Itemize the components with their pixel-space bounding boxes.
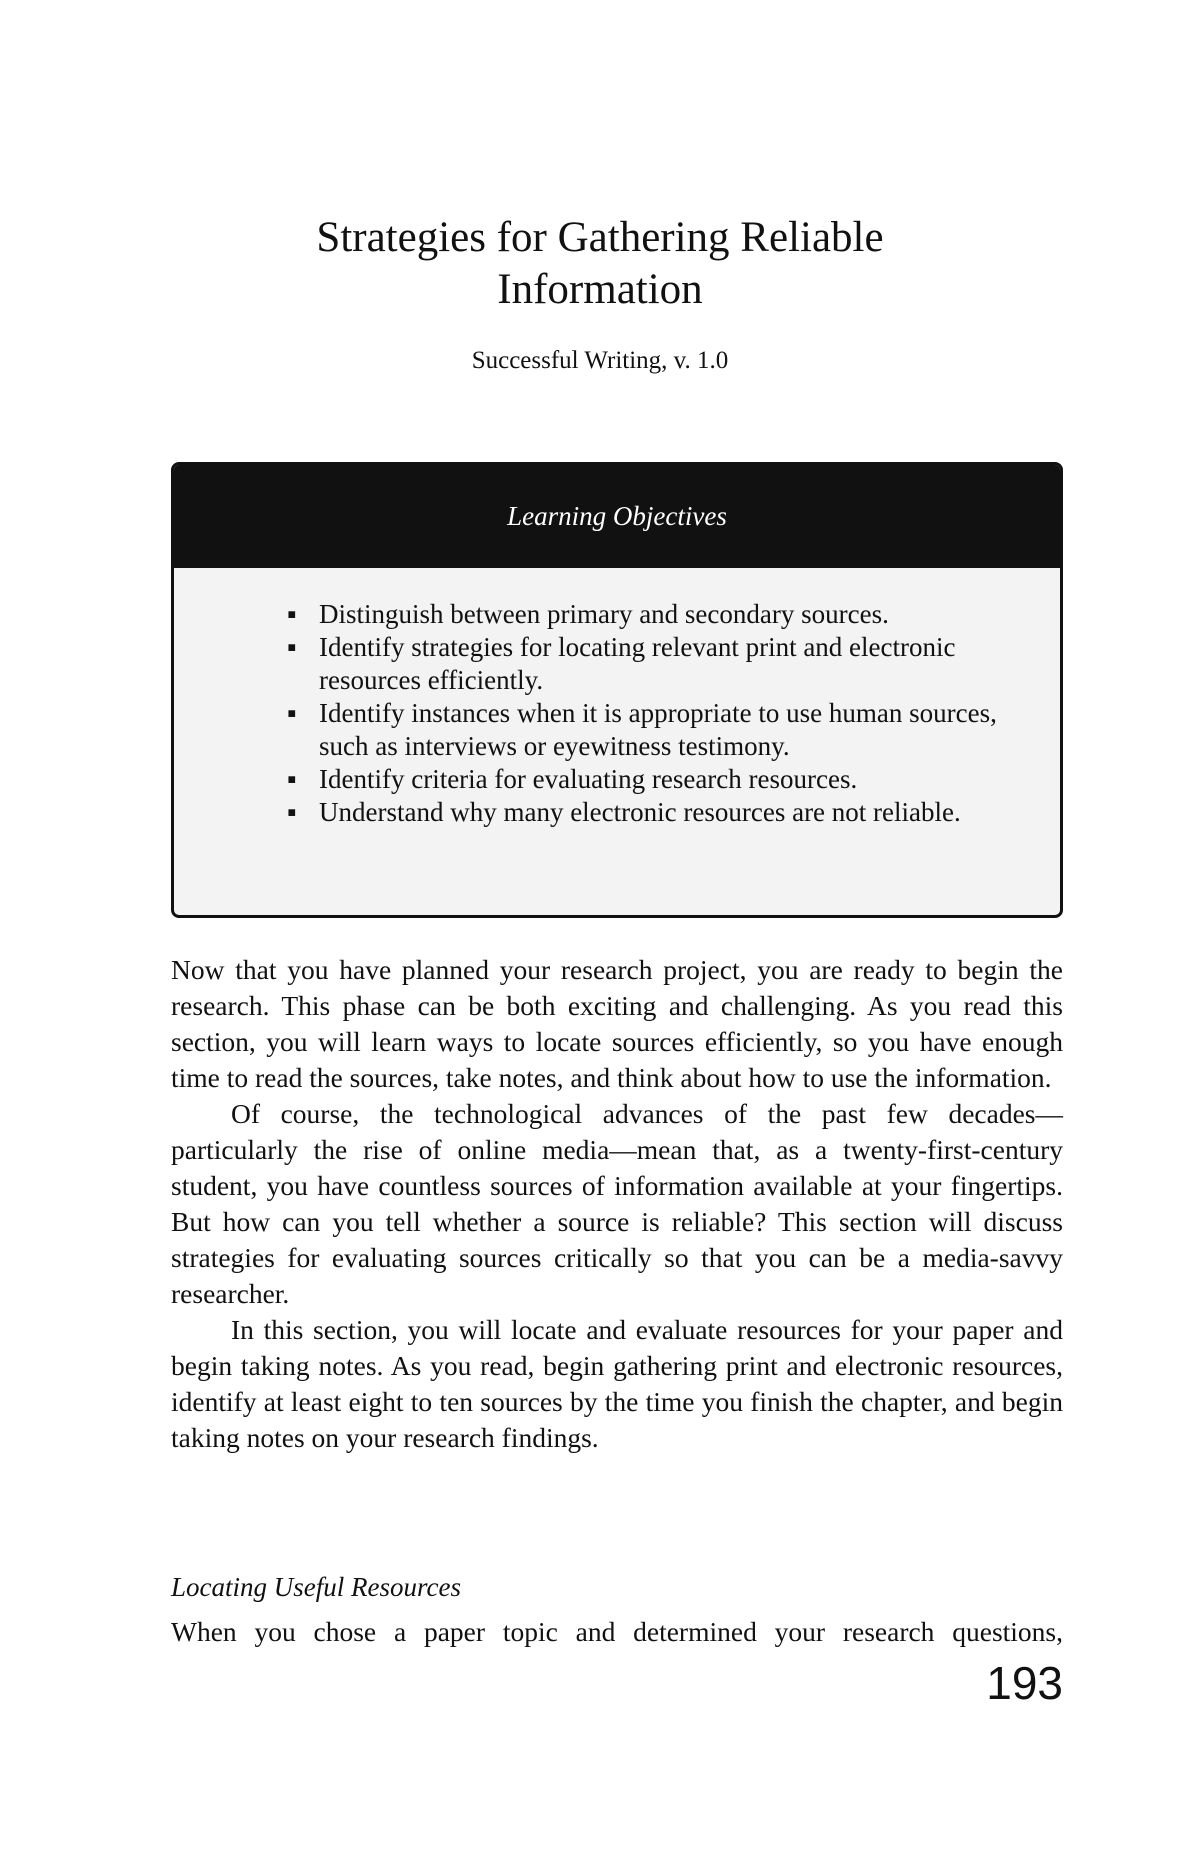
objective-text: Understand why many electronic resources are not reliable. bbox=[319, 797, 961, 827]
title-line-1: Strategies for Gathering Reliable bbox=[316, 214, 884, 261]
body-text bbox=[171, 952, 1063, 1456]
objective-item bbox=[287, 763, 1020, 796]
objective-item bbox=[287, 796, 1020, 829]
objective-item bbox=[287, 631, 1020, 697]
paragraph-1: Now that you have planned your research project, you are ready to begin the research. This phase can be both exciting and challenging. As you read this section, you will learn ways to locate sources efficiently, so you have enough time to read the sources, take notes, and think about how to use the information. bbox=[171, 954, 1063, 1093]
title-line-2: Information bbox=[497, 266, 703, 313]
objective-text: Identify instances when it is appropriate to use human sources, such as interviews or eyewitness testimony. bbox=[319, 698, 997, 761]
learning-objectives-list bbox=[174, 568, 1060, 829]
book-subtitle: Successful Writing, v. 1.0 bbox=[471, 347, 729, 374]
paragraph-2: Of course, the technological advances of the past few decades—particularly the rise of online media—mean that, as a twenty-first-century student, you have countless sources of information available at your fingertips. But how can you tell whether a source is reliable? This section will discuss strategies for evaluating sources critically so that you can be a media-savvy researcher. bbox=[171, 1098, 1063, 1309]
page-title bbox=[170, 212, 1030, 316]
objective-item bbox=[287, 598, 1020, 631]
bullet-icon: ▪ bbox=[287, 632, 297, 662]
objective-text: Identify criteria for evaluating research resources. bbox=[319, 764, 858, 794]
objective-text: Distinguish between primary and secondary sources. bbox=[319, 599, 889, 629]
bullet-icon: ▪ bbox=[287, 698, 297, 728]
paragraph-3: In this section, you will locate and evaluate resources for your paper and begin taking notes. As you read, begin gathering print and electronic resources, identify at least eight to ten sources by the time you finish the chapter, and begin taking notes on your research findings. bbox=[171, 1314, 1063, 1453]
learning-objectives-header: Learning Objectives bbox=[174, 465, 1060, 568]
page-number: 193 bbox=[986, 1657, 1063, 1709]
paragraph-4-start: When you chose a paper topic and determined your research questions, bbox=[171, 1616, 1063, 1647]
bullet-icon: ▪ bbox=[287, 764, 297, 794]
bullet-icon: ▪ bbox=[287, 797, 297, 827]
bullet-icon: ▪ bbox=[287, 599, 297, 629]
learning-objectives-box bbox=[171, 462, 1063, 918]
section-heading: Locating Useful Resources bbox=[171, 1572, 461, 1602]
objective-item bbox=[287, 697, 1020, 763]
objective-text: Identify strategies for locating relevant print and electronic resources efficiently. bbox=[319, 632, 956, 695]
